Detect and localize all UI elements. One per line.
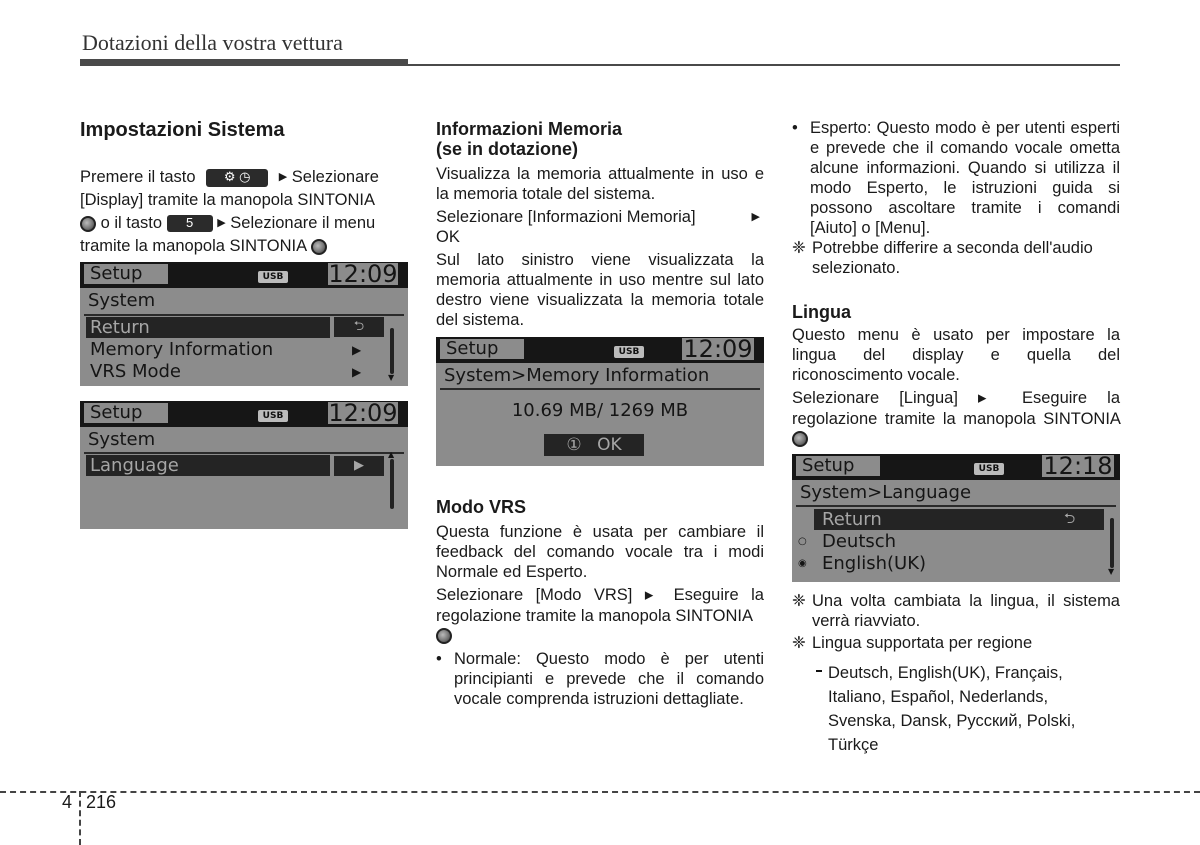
scroll-up-icon: ▲ xyxy=(388,450,395,459)
chevron-right-icon: ▶ xyxy=(352,343,362,357)
section-heading-modo-vrs: Modo VRS xyxy=(436,497,526,517)
lcd-title: Setup xyxy=(84,264,168,284)
section-heading-impostazioni: Impostazioni Sistema xyxy=(80,119,285,141)
chapter-number: 4 xyxy=(62,792,73,812)
section-heading-informazioni-memoria: Informazioni Memoria (se in dotazione) xyxy=(436,119,623,159)
lcd-title: Setup xyxy=(84,403,168,423)
lcd-subtitle: System>Memory Information xyxy=(444,365,710,386)
note-audio: ❈ Potrebbe differire a seconda dell'audio selezionato. xyxy=(792,239,1093,277)
scrollbar[interactable] xyxy=(388,451,396,517)
menu-item-vrs-mode[interactable]: VRS Mode xyxy=(90,361,182,382)
lingua-description: Questo menu è usato per impostare la lingua del display e quella del riconoscimento vocale. xyxy=(792,326,1120,384)
lcd-screen-system-menu xyxy=(80,262,408,386)
return-icon[interactable]: ⮌ xyxy=(334,317,384,337)
lcd-subtitle: System xyxy=(88,429,156,450)
bullet-normale: • Normale: Questo modo è per utenti principianti e prevede che il comando vocale comprenda istruzioni dettagliate. xyxy=(436,649,764,708)
bullet-esperto: • Esperto: Questo modo è per utenti esperti e prevede che il comando vocale ometta alcune informazioni. Quando si utilizza il modo Esperto, le istruzioni guida si possono ascoltare tramite i comandi [Aiuto] o [Menu]. xyxy=(792,119,1120,237)
usb-icon: USB xyxy=(614,346,644,358)
footer-dashed-rule xyxy=(0,791,1200,793)
menu-item-memory-information[interactable]: Memory Information xyxy=(90,339,274,360)
lcd-screen-language-list xyxy=(792,454,1120,582)
right-column xyxy=(792,118,1120,449)
lcd-clock: 12:09 xyxy=(328,401,398,427)
supported-languages-list: Deutsch, English(UK), Français, Italiano, Español, Nederlands, Svenska, Dansk, Русский, Polski, Türkçe xyxy=(792,661,1120,757)
page-number: 216 xyxy=(86,792,117,812)
radio-empty-icon: ○ xyxy=(798,536,807,547)
scroll-down-icon: ▼ xyxy=(1108,567,1115,576)
usb-icon: USB xyxy=(258,410,288,422)
tune-knob-icon xyxy=(436,628,452,644)
lcd-subtitle: System>Language xyxy=(800,482,972,503)
lcd-subtitle: System xyxy=(88,290,156,311)
memory-instruction: Selezionare [Informazioni Memoria] ▶ OK xyxy=(436,208,760,246)
note-restart: ❈ Una volta cambiata la lingua, il sistema verrà riavviato. xyxy=(792,592,1120,630)
chevron-right-icon[interactable]: ▶ xyxy=(334,456,384,476)
lcd-screen-memory-information xyxy=(436,337,764,466)
tune-knob-icon xyxy=(80,216,96,232)
middle-column xyxy=(436,119,764,330)
footer-dashed-divider xyxy=(79,791,81,845)
language-notes xyxy=(792,591,1120,757)
scrollbar[interactable] xyxy=(1108,510,1116,576)
lcd-clock: 12:09 xyxy=(683,337,753,363)
lcd-title: Setup xyxy=(796,456,880,476)
language-item-deutsch[interactable]: Deutsch xyxy=(822,531,897,552)
lingua-instruction: Selezionare [Lingua] ▶ Eseguire la regolazione tramite la manopola SINTONIA xyxy=(792,388,1120,449)
note-symbol-icon: ❈ xyxy=(792,634,806,652)
memory-usage-value: 10.69 MB/ 1269 MB xyxy=(511,400,689,421)
triangle-right-icon: ▶ xyxy=(278,171,288,184)
lcd-title: Setup xyxy=(440,339,524,359)
scrollbar[interactable] xyxy=(388,320,396,382)
section-heading-lingua: Lingua xyxy=(792,302,851,322)
lcd-clock: 12:09 xyxy=(328,262,398,288)
triangle-right-icon: ▶ xyxy=(751,211,760,223)
tune-knob-icon xyxy=(311,239,327,255)
menu-item-return[interactable]: Return xyxy=(86,317,330,338)
scroll-down-icon: ▼ xyxy=(388,373,395,382)
dash-icon xyxy=(816,670,822,672)
note-languages: ❈ Lingua supportata per regione xyxy=(792,634,1033,652)
header-rule-thin xyxy=(408,64,1120,66)
triangle-right-icon: ▶ xyxy=(644,589,662,602)
header-rule-thick xyxy=(80,59,408,66)
note-symbol-icon: ❈ xyxy=(792,239,806,257)
intro-paragraph: Premere il tasto ⚙ ◷ ▶ Selezionare [Display] tramite la manopola SINTONIA o il tasto 5 ▶ Selezionare il menu tramite la manopola SINTONIA xyxy=(80,168,379,256)
note-symbol-icon: ❈ xyxy=(792,592,806,610)
ok-button[interactable]: ① OK xyxy=(544,434,644,456)
language-item-english-uk[interactable]: English(UK) xyxy=(822,553,927,574)
triangle-right-icon: ▶ xyxy=(217,217,226,230)
language-item-return[interactable]: Return xyxy=(814,509,1104,530)
chevron-right-icon: ▶ xyxy=(352,365,362,379)
vrs-description: Questa funzione è usata per cambiare il feedback del comando vocale tra i modi Normale ed Esperto. xyxy=(436,523,764,581)
page-header-title: Dotazioni della vostra vettura xyxy=(82,30,343,55)
vrs-instruction: Selezionare [Modo VRS] ▶ Eseguire la regolazione tramite la manopola SINTONIA xyxy=(436,585,764,646)
vrs-section xyxy=(436,497,764,709)
usb-icon: USB xyxy=(258,271,288,283)
menu-item-language[interactable]: Language xyxy=(86,455,330,476)
key-5-button-icon: 5 xyxy=(167,215,213,232)
usb-icon: USB xyxy=(974,463,1004,475)
radio-selected-icon: ◉ xyxy=(798,558,807,569)
triangle-right-icon: ▶ xyxy=(977,392,1002,405)
lcd-screen-system-language xyxy=(80,401,408,529)
memory-detail: Sul lato sinistro viene visualizzata la memoria attualmente in uso mentre sul lato destro viene visualizzata la memoria totale del sistema. xyxy=(436,251,764,329)
memory-description: Visualizza la memoria attualmente in uso e la memoria totale del sistema. xyxy=(436,165,764,203)
number-1-icon: ① xyxy=(566,435,582,455)
left-column xyxy=(80,118,408,258)
tune-knob-icon xyxy=(792,431,808,447)
lcd-clock: 12:18 xyxy=(1043,454,1113,480)
setup-key-icon: ⚙ ◷ xyxy=(206,169,268,187)
return-icon: ⮌ xyxy=(1064,511,1076,527)
